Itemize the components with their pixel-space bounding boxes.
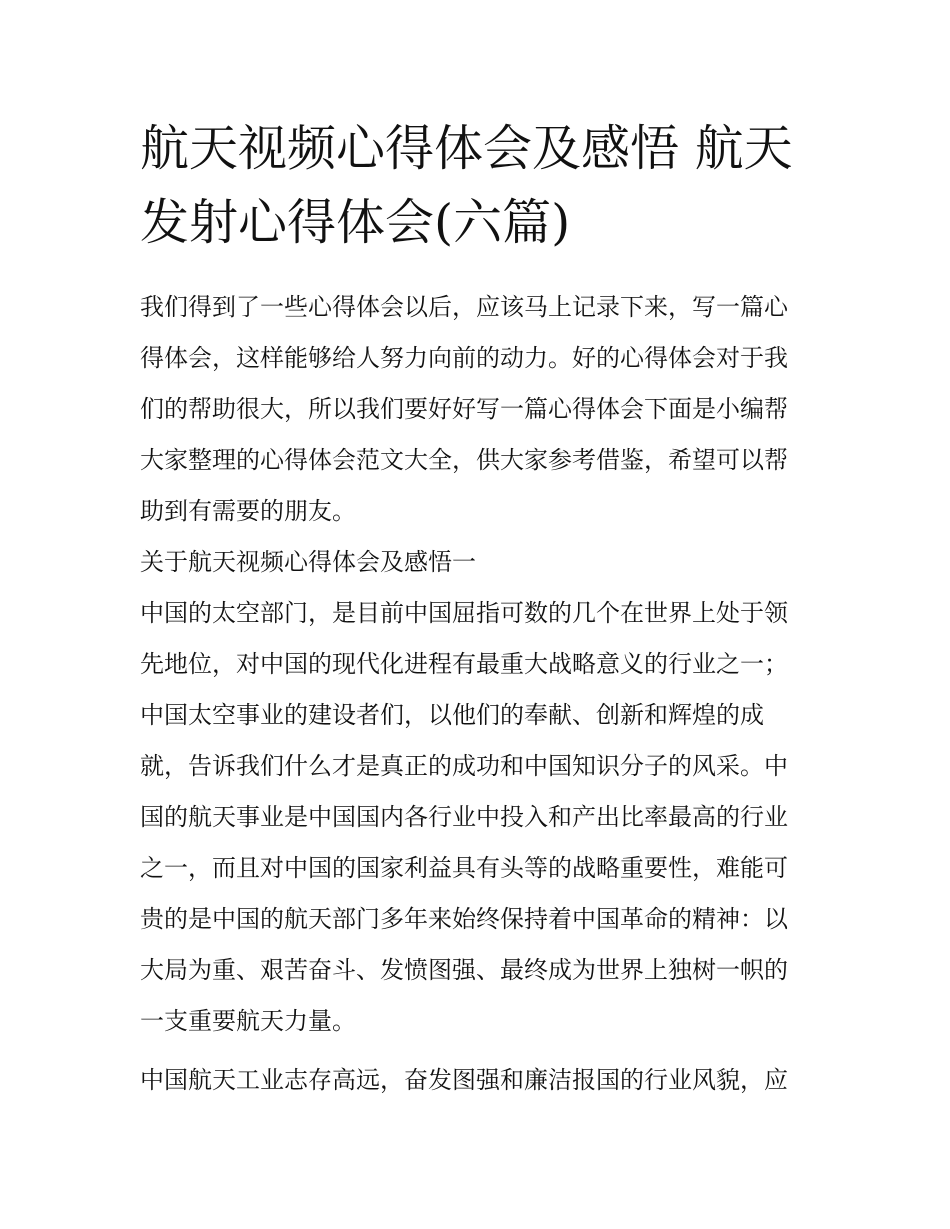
document-title xyxy=(140,112,812,260)
text-line: 我们得到了一些心得体会以后，应该马上记录下来，写一篇心 xyxy=(140,293,788,321)
title-line: 发射心得体会(六篇) xyxy=(140,194,571,251)
text-line: 贵的是中国的航天部门多年来始终保持着中国革命的精神：以 xyxy=(140,905,788,933)
text-line: 中国的太空部门，是目前中国屈指可数的几个在世界上处于领 xyxy=(140,599,788,627)
section-heading: 关于航天视频心得体会及感悟一 xyxy=(140,548,476,576)
text-line: 中国航天工业志存高远，奋发图强和廉洁报国的行业风貌，应 xyxy=(140,1066,788,1094)
text-line: 大家整理的心得体会范文大全，供大家参考借鉴，希望可以帮 xyxy=(140,446,788,474)
text-line: 得体会，这样能够给人努力向前的动力。好的心得体会对于我 xyxy=(140,344,788,372)
text-line: 就，告诉我们什么才是真正的成功和中国知识分子的风采。中 xyxy=(140,752,788,780)
text-line: 国的航天事业是中国国内各行业中投入和产出比率最高的行业 xyxy=(140,803,788,831)
text-line: 们的帮助很大，所以我们要好好写一篇心得体会下面是小编帮 xyxy=(140,395,788,423)
paragraph-1 xyxy=(140,588,812,1047)
title-line: 航天视频心得体会及感悟 航天 xyxy=(140,120,793,177)
section-heading-block xyxy=(140,537,812,588)
text-line: 助到有需要的朋友。 xyxy=(140,497,356,525)
text-line: 先地位，对中国的现代化进程有最重大战略意义的行业之一； xyxy=(140,650,788,678)
text-line: 一支重要航天力量。 xyxy=(140,1007,356,1035)
intro-paragraph xyxy=(140,282,812,537)
text-line: 大局为重、艰苦奋斗、发愤图强、最终成为世界上独树一帜的 xyxy=(140,956,788,984)
text-line: 中国太空事业的建设者们，以他们的奉献、创新和辉煌的成 xyxy=(140,701,764,729)
text-line: 之一，而且对中国的国家利益具有头等的战略重要性，难能可 xyxy=(140,854,788,882)
paragraph-2 xyxy=(140,1055,812,1106)
document-body xyxy=(140,112,812,1106)
